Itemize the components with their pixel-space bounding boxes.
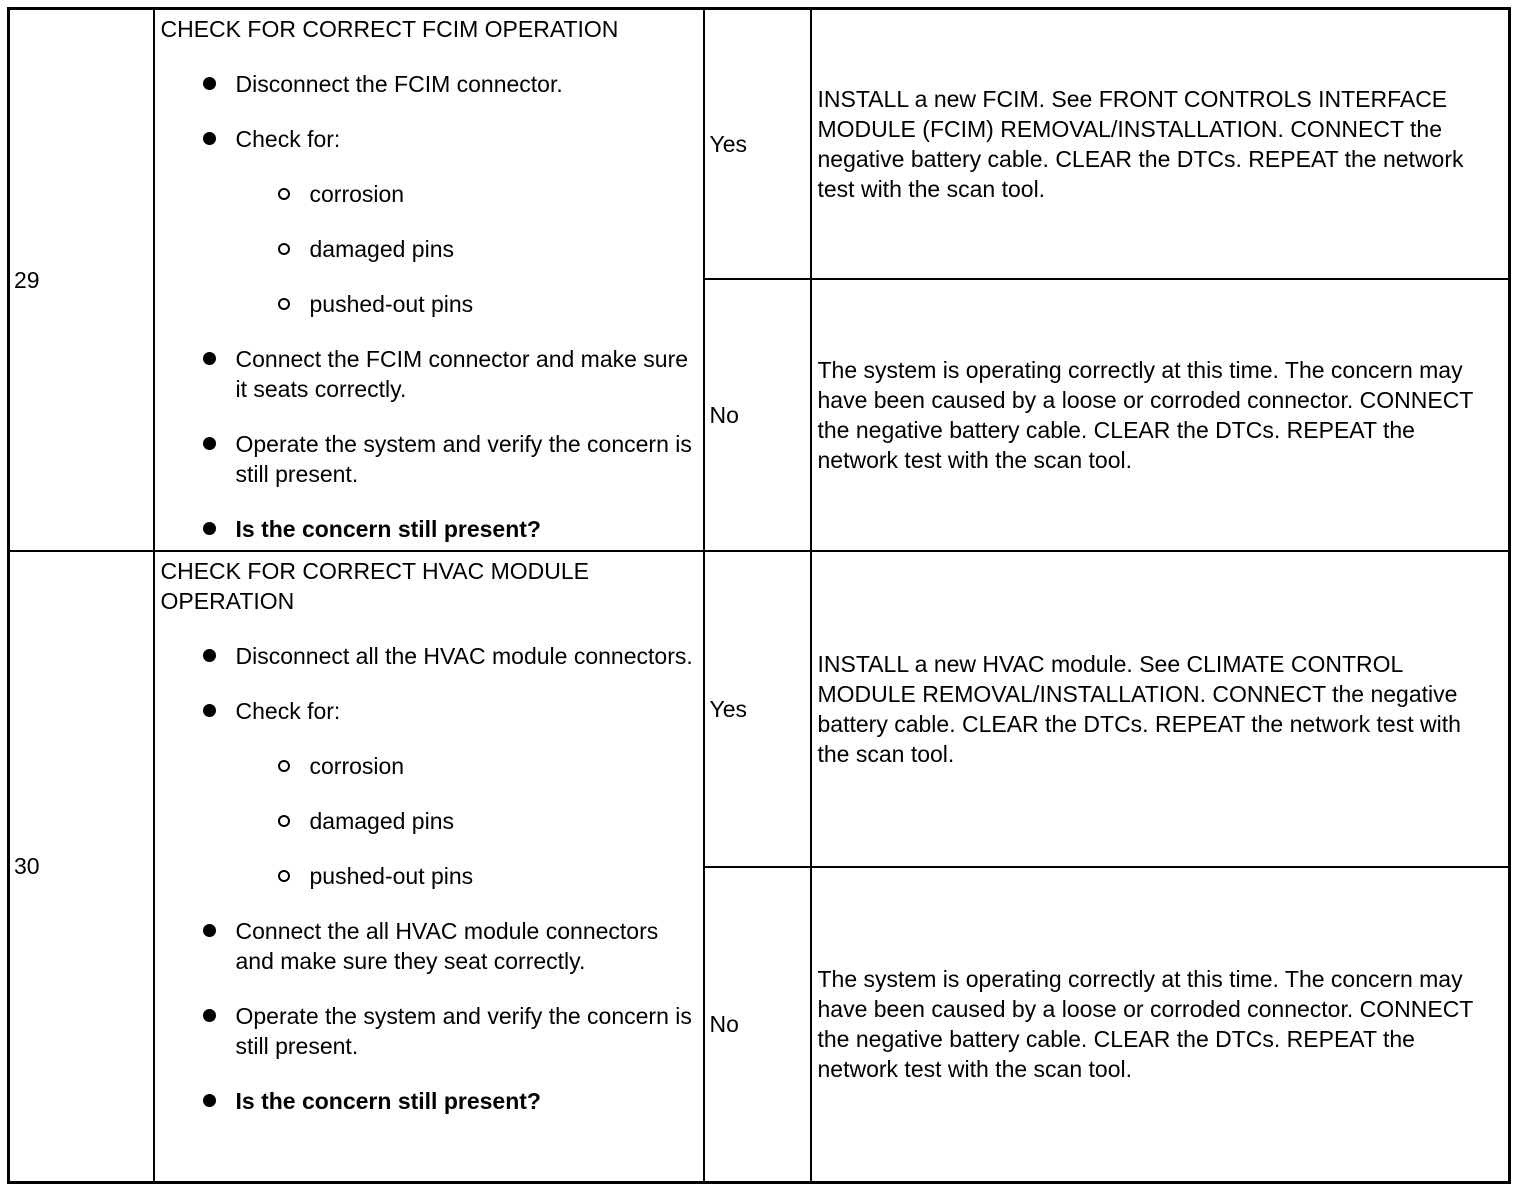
bullet-icon [203,132,216,145]
result-no-label: No [709,1011,739,1038]
action-yes-text: INSTALL a new HVAC module. See CLIMATE CONTROL MODULE REMOVAL/INSTALLATION. CONNECT the negative battery cable. CLEAR the DTCs. REPEAT the network test with the scan tool. [817,650,1461,767]
bullet-icon [203,924,216,937]
step-title: CHECK FOR CORRECT HVAC MODULE OPERATION [160,557,590,614]
action-no-text: The system is operating correctly at this time. The concern may have been caused by a loose or corroded connector. CONNECT the negative battery cable. CLEAR the DTCs. REPEAT the network test with the scan tool. [817,966,1473,1083]
circle-bullet-icon [278,298,290,310]
check-item: damaged pins [236,234,697,264]
table-row [9,551,1510,867]
list-item: Operate the system and verify the concern is still present. [161,429,697,489]
bullet-icon [203,1094,216,1107]
check-list [236,179,697,319]
circle-bullet-icon [278,760,290,772]
circle-bullet-icon [278,870,290,882]
list-item: Operate the system and verify the concern is still present. [161,1001,697,1061]
step-number: 29 [14,266,40,293]
diagnostic-test-table [7,7,1511,1184]
result-yes-cell [704,551,811,867]
check-item: corrosion [236,751,697,781]
result-no-label: No [709,401,739,428]
circle-bullet-icon [278,243,290,255]
list-item: Disconnect all the HVAC module connectors. [161,641,697,671]
list-item: Connect the all HVAC module connectors and make sure they seat correctly. [161,916,697,976]
action-yes-cell [811,9,1510,279]
circle-bullet-icon [278,815,290,827]
step-question: Is the concern still present? [235,1087,541,1114]
step-number-cell [9,551,154,1183]
result-yes-label: Yes [709,130,748,157]
check-item: pushed-out pins [236,861,697,891]
list-item [161,514,697,544]
action-no-cell [811,867,1510,1183]
step-procedure-cell [154,9,704,551]
procedure-list [161,69,697,544]
check-item: damaged pins [236,806,697,836]
bullet-icon [203,704,216,717]
bullet-icon [203,649,216,662]
step-number: 30 [14,853,40,880]
step-number-cell [9,9,154,551]
list-item: Check for: corrosion damaged pins pushed-out pins [161,124,697,319]
procedure-list [161,641,697,1116]
check-item: pushed-out pins [236,289,697,319]
step-title: CHECK FOR CORRECT FCIM OPERATION [160,16,619,42]
list-item: Check for: corrosion damaged pins pushed-out pins [161,696,697,891]
bullet-icon [203,437,216,450]
action-yes-cell [811,551,1510,867]
result-yes-cell [704,9,811,279]
table-row [9,9,1510,279]
bullet-icon [203,352,216,365]
check-list [236,751,697,891]
check-item: corrosion [236,179,697,209]
action-yes-text: INSTALL a new FCIM. See FRONT CONTROLS INTERFACE MODULE (FCIM) REMOVAL/INSTALLATION. CONNECT the negative battery cable. CLEAR the DTCs. REPEAT the network test with the scan tool. [817,85,1464,202]
result-no-cell [704,279,811,551]
bullet-icon [203,1009,216,1022]
action-no-cell [811,279,1510,551]
circle-bullet-icon [278,188,290,200]
action-no-text: The system is operating correctly at this time. The concern may have been caused by a loose or corroded connector. CONNECT the negative battery cable. CLEAR the DTCs. REPEAT the network test with the scan tool. [817,356,1473,473]
bullet-icon [203,522,216,535]
step-question: Is the concern still present? [235,516,541,542]
result-no-cell [704,867,811,1183]
list-item [161,1086,697,1116]
step-procedure-cell [154,551,704,1183]
bullet-icon [203,77,216,90]
result-yes-label: Yes [709,695,748,722]
list-item: Disconnect the FCIM connector. [161,69,697,99]
list-item: Connect the FCIM connector and make sure it seats correctly. [161,344,697,404]
